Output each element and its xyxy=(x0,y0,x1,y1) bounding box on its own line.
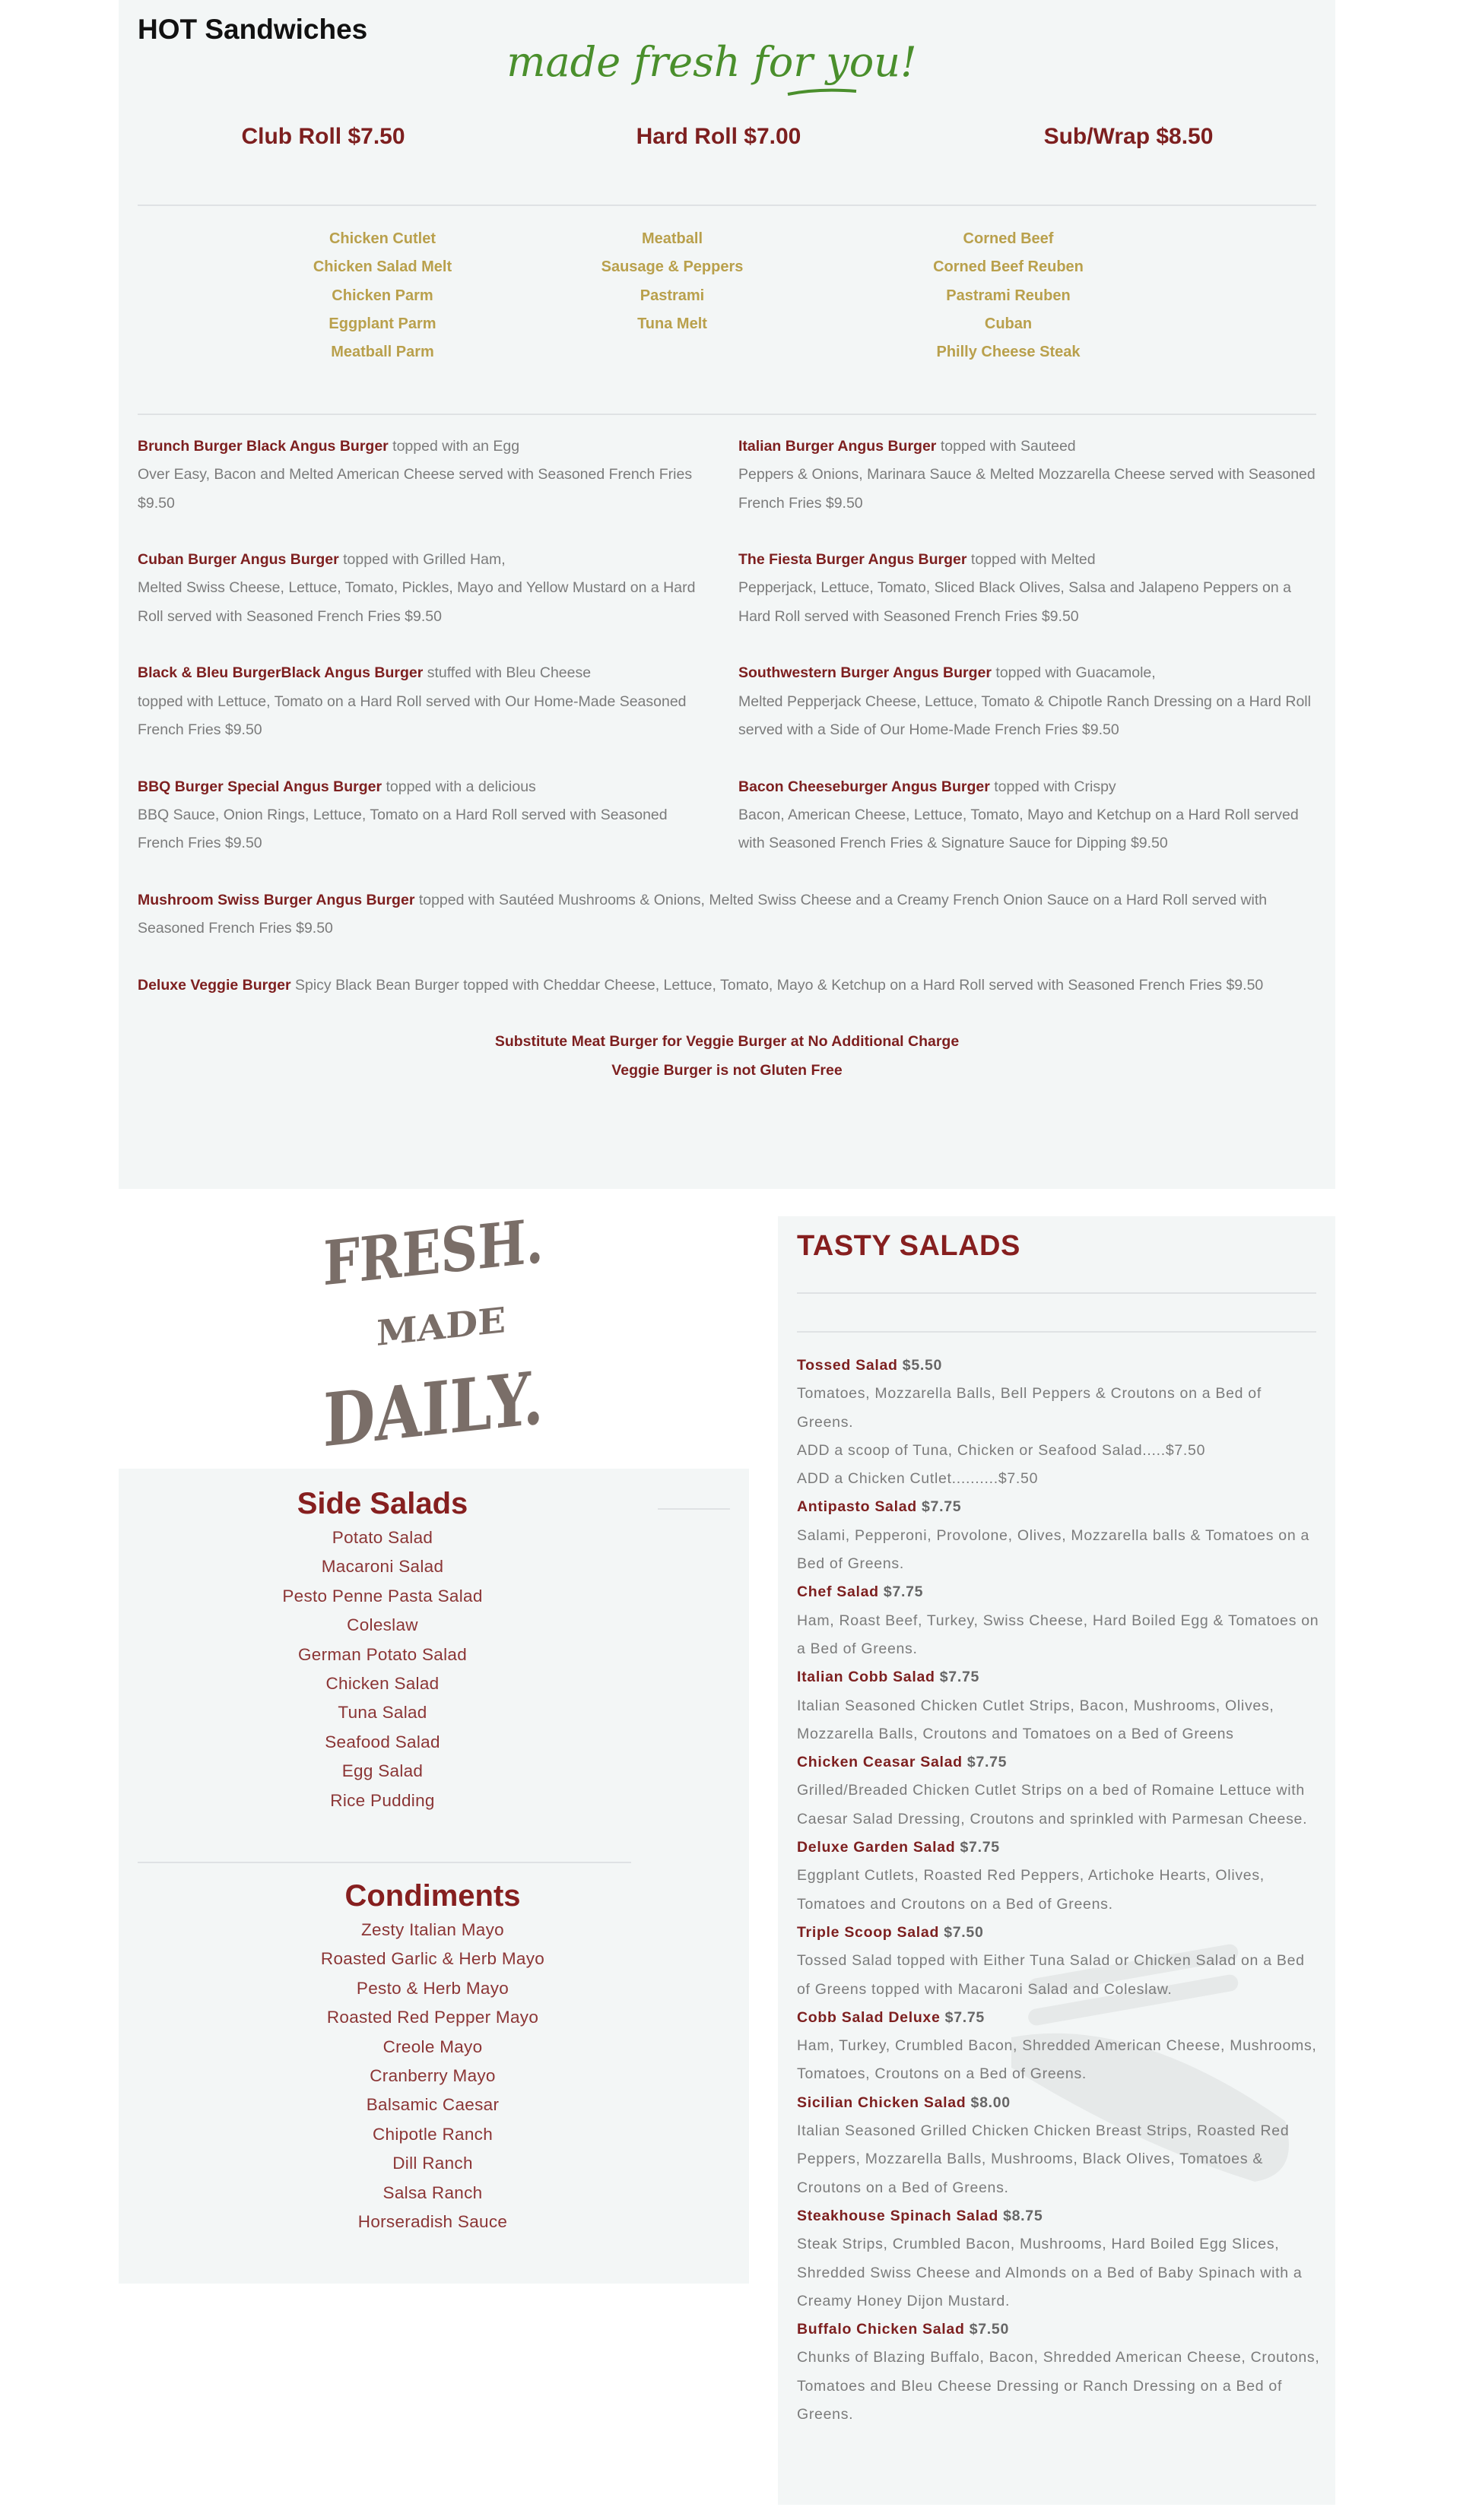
filling-item: Pastrami Reuben xyxy=(946,287,1071,304)
side-salad-item: Potato Salad xyxy=(332,1528,433,1547)
salad-description: Salami, Pepperoni, Provolone, Olives, Mozzarella balls & Tomatoes on a Bed of Greens. xyxy=(797,1526,1310,1573)
salad-item-header xyxy=(797,1578,1322,1606)
burger-lead: topped with Melted xyxy=(966,551,1096,569)
condiment-item: Horseradish Sauce xyxy=(357,2211,508,2231)
burger-description: Melted Pepperjack Cheese, Lettuce, Tomato & Chipotle Ranch Dressing on a Hard Roll served with a Side of Our Home-Made French Fries $9.50 xyxy=(738,693,1311,738)
salad-item-header xyxy=(797,1748,1322,1777)
salad-description: Italian Seasoned Chicken Cutlet Strips, Bacon, Mushrooms, Olives, Mozzarella Balls, Croutons and Tomatoes on a Bed of Greens xyxy=(797,1697,1274,1742)
substitute-note: Substitute Meat Burger for Veggie Burger at No Additional Charge xyxy=(494,1033,960,1051)
burger-description: Bacon, American Cheese, Lettuce, Tomato, Mayo and Ketchup on a Hard Roll served with Seasoned French Fries & Signature Sauce for Dipping $9.50 xyxy=(738,806,1299,852)
burger-lead: topped with Crispy xyxy=(989,778,1116,795)
burgers-wide xyxy=(138,886,1316,1000)
salad-item-header xyxy=(797,2316,1322,2344)
salad-item-header xyxy=(797,2089,1322,2117)
condiments-title: Condiments xyxy=(344,1879,521,1913)
burgers-left-column xyxy=(138,433,716,886)
burger-description: Melted Swiss Cheese, Lettuce, Tomato, Pickles, Mayo and Yellow Mustard on a Hard Roll served with Seasoned French Fries $9.50 xyxy=(138,579,696,625)
filling-item: Tuna Melt xyxy=(637,315,707,332)
burger-name: Deluxe Veggie Burger xyxy=(138,976,291,994)
condiment-item: Roasted Red Pepper Mayo xyxy=(326,2008,539,2027)
filling-item: Corned Beef xyxy=(963,230,1054,247)
burger-name: Italian Burger Angus Burger xyxy=(738,438,937,455)
salad-item-header xyxy=(797,1834,1322,1862)
salad-name: Italian Cobb Salad xyxy=(797,1669,935,1686)
salad-price: $7.75 xyxy=(960,1839,1000,1856)
burger-item xyxy=(138,886,1316,943)
burger-lead: topped with a delicious xyxy=(382,778,536,795)
salad-price: $8.75 xyxy=(1003,2207,1043,2224)
burger-description: topped with Lettuce, Tomato on a Hard Roll served with Our Home-Made Seasoned French Fries $9.50 xyxy=(138,693,687,738)
burger-item xyxy=(138,546,716,631)
burgers-section xyxy=(119,0,1335,1130)
burger-lead: topped with Grilled Ham, xyxy=(338,551,506,569)
section-title: HOT Sandwiches xyxy=(138,14,368,45)
salad-price: $8.00 xyxy=(970,2094,1011,2111)
burger-item xyxy=(138,972,1316,1000)
filling-item: Cuban xyxy=(984,315,1033,332)
tagline-text: made fresh for you! xyxy=(506,38,917,86)
burger-item xyxy=(138,659,716,744)
salad-price: $5.50 xyxy=(902,1357,943,1374)
burger-item xyxy=(138,773,716,858)
salad-description: Grilled/Breaded Chicken Cutlet Strips on a bed of Romaine Lettuce with Caesar Salad Dressing, Croutons and sprinkled with Parmesan Cheese. xyxy=(797,1782,1308,1827)
burger-name: BBQ Burger Special Angus Burger xyxy=(138,778,382,795)
burger-lead: topped with an Egg xyxy=(388,438,520,455)
tasty-salads-title: TASTY SALADS xyxy=(797,1230,1020,1262)
side-salads-panel xyxy=(119,1469,749,2284)
side-salad-item: Macaroni Salad xyxy=(321,1557,444,1577)
svg-text:FRESH.: FRESH. xyxy=(323,1200,586,1300)
burger-lead: topped with Guacamole, xyxy=(991,664,1156,682)
salad-price: $7.75 xyxy=(966,1754,1008,1771)
side-salad-item: German Potato Salad xyxy=(297,1644,468,1664)
salad-description: ADD a scoop of Tuna, Chicken or Seafood Salad.....$7.50 xyxy=(797,1441,1206,1459)
burger-name: Southwestern Burger Angus Burger xyxy=(738,664,992,682)
burger-notes xyxy=(138,1028,1316,1085)
condiment-item: Chipotle Ranch xyxy=(372,2124,494,2144)
side-salad-item: Egg Salad xyxy=(341,1761,424,1781)
roll-price-sub: Sub/Wrap $8.50 xyxy=(1043,124,1214,149)
salad-name: Cobb Salad Deluxe xyxy=(797,2008,941,2026)
fresh-made-daily-logo xyxy=(304,1200,592,1464)
burgers-right-column xyxy=(738,433,1316,886)
salad-item-header xyxy=(797,1919,1322,1947)
salad-name: Steakhouse Spinach Salad xyxy=(797,2207,998,2224)
condiment-item: Creole Mayo xyxy=(382,2037,483,2056)
burger-item xyxy=(138,433,716,518)
burger-name: The Fiesta Burger Angus Burger xyxy=(738,551,967,569)
burger-lead: topped with Sauteed xyxy=(936,438,1076,455)
salad-name: Antipasto Salad xyxy=(797,1498,917,1516)
side-salad-item: Tuna Salad xyxy=(338,1703,427,1723)
condiment-item: Dill Ranch xyxy=(392,2154,473,2173)
roll-price-club: Club Roll $7.50 xyxy=(241,124,405,149)
side-salad-item: Coleslaw xyxy=(347,1615,418,1635)
filling-item: Meatball xyxy=(641,230,703,247)
burger-name: Brunch Burger Black Angus Burger xyxy=(138,438,389,455)
salad-description: Eggplant Cutlets, Roasted Red Peppers, Artichoke Hearts, Olives, Tomatoes and Croutons on a Bed of Greens. xyxy=(797,1867,1265,1913)
burger-lead: Spicy Black Bean Burger topped with Cheddar Cheese, Lettuce, Tomato, Mayo & Ketchup on a Hard Roll served with Seasoned French Fries $9.50 xyxy=(290,976,1264,994)
salad-description: Italian Seasoned Grilled Chicken Chicken Breast Strips, Roasted Red Peppers, Mozzarella Balls, Mushrooms, Black Olives, Tomatoes & Croutons on a Bed of Greens. xyxy=(797,2122,1290,2196)
salad-name: Deluxe Garden Salad xyxy=(797,1839,956,1856)
salad-description: Ham, Turkey, Crumbled Bacon, Shredded American Cheese, Mushrooms, Tomatoes, Croutons on a Bed of Greens. xyxy=(797,2037,1317,2083)
side-salads-title: Side Salads xyxy=(297,1487,468,1520)
side-salad-item: Seafood Salad xyxy=(325,1732,440,1751)
filling-item: Meatball Parm xyxy=(331,344,434,361)
burger-item xyxy=(738,433,1316,518)
condiment-item: Balsamic Caesar xyxy=(366,2095,500,2115)
divider xyxy=(138,1862,631,1863)
salad-name: Tossed Salad xyxy=(797,1357,898,1374)
salad-item-header xyxy=(797,2202,1322,2230)
salad-description: Tomatoes, Mozzarella Balls, Bell Peppers & Croutons on a Bed of Greens. xyxy=(797,1385,1262,1431)
salad-description: Chunks of Blazing Buffalo, Bacon, Shredded American Cheese, Croutons, Tomatoes and Bleu Cheese Dressing or Ranch Dressing on a Bed of Greens. xyxy=(797,2349,1320,2423)
burger-item xyxy=(738,773,1316,858)
filling-item: Chicken Salad Melt xyxy=(313,258,452,276)
salad-item-header xyxy=(797,2004,1322,2032)
side-salad-item: Pesto Penne Pasta Salad xyxy=(282,1586,483,1606)
burger-description: Peppers & Onions, Marinara Sauce & Melted Mozzarella Cheese served with Seasoned French Fries $9.50 xyxy=(738,466,1316,512)
filling-item: Corned Beef Reuben xyxy=(933,258,1084,276)
hot-sandwiches-panel xyxy=(119,0,1335,1189)
salad-name: Sicilian Chicken Salad xyxy=(797,2094,966,2111)
filling-item: Pastrami xyxy=(640,287,705,304)
salad-price: $7.75 xyxy=(883,1583,924,1601)
divider xyxy=(797,1331,1316,1333)
filling-item: Chicken Cutlet xyxy=(328,230,436,247)
salad-description: Steak Strips, Crumbled Bacon, Mushrooms, Hard Boiled Egg Slices, Shredded Swiss Cheese and Almonds on a Bed of Baby Spinach with a Creamy Honey Dijon Mustard. xyxy=(797,2236,1303,2309)
salad-description: Ham, Roast Beef, Turkey, Swiss Cheese, Hard Boiled Egg & Tomatoes on a Bed of Greens. xyxy=(797,1612,1319,1657)
salad-item-header xyxy=(797,1663,1322,1691)
burger-name: Black & Bleu BurgerBlack Angus Burger xyxy=(138,664,424,682)
side-salad-item: Chicken Salad xyxy=(325,1673,440,1693)
condiment-item: Roasted Garlic & Herb Mayo xyxy=(320,1949,545,1969)
salad-name: Triple Scoop Salad xyxy=(797,1923,940,1941)
filling-item: Sausage & Peppers xyxy=(601,258,744,276)
condiment-item: Zesty Italian Mayo xyxy=(361,1920,504,1939)
burgers-columns xyxy=(138,433,1316,886)
salad-item-header xyxy=(797,1493,1322,1521)
roll-price-hard: Hard Roll $7.00 xyxy=(636,124,801,149)
salad-name: Chicken Ceasar Salad xyxy=(797,1754,963,1771)
divider xyxy=(658,1508,730,1510)
tasty-salads-list xyxy=(797,1352,1322,2429)
burger-name: Mushroom Swiss Burger Angus Burger xyxy=(138,891,415,908)
burger-lead: topped with Sautéed Mushrooms & Onions, Melted Swiss Cheese and a Creamy French Onion Sauce on a Hard Roll served with Seasoned French Fries $9.50 xyxy=(138,891,1268,937)
burger-name: Cuban Burger Angus Burger xyxy=(138,551,339,569)
burger-description: BBQ Sauce, Onion Rings, Lettuce, Tomato on a Hard Roll served with Seasoned French Fries $9.50 xyxy=(138,806,668,852)
filling-item: Eggplant Parm xyxy=(328,315,436,332)
salad-name: Chef Salad xyxy=(797,1583,879,1601)
burger-name: Bacon Cheeseburger Angus Burger xyxy=(738,778,990,795)
salad-description: ADD a Chicken Cutlet..........$7.50 xyxy=(797,1470,1039,1488)
burger-item xyxy=(738,546,1316,631)
tasty-salads-panel xyxy=(778,1216,1335,2505)
burger-lead: stuffed with Bleu Cheese xyxy=(423,664,592,682)
side-salad-item: Rice Pudding xyxy=(330,1790,435,1810)
salad-price: $7.50 xyxy=(969,2321,1010,2338)
svg-text:MADE: MADE xyxy=(376,1300,500,1354)
salad-price: $7.50 xyxy=(944,1923,984,1941)
burger-item xyxy=(738,659,1316,744)
gluten-note: Veggie Burger is not Gluten Free xyxy=(611,1061,843,1079)
filling-item: Philly Cheese Steak xyxy=(936,344,1081,361)
condiment-item: Pesto & Herb Mayo xyxy=(356,1978,509,1998)
salad-price: $7.75 xyxy=(921,1498,962,1516)
condiment-item: Cranberry Mayo xyxy=(370,2065,496,2085)
burger-description: Pepperjack, Lettuce, Tomato, Sliced Black Olives, Salsa and Jalapeno Peppers on a Hard Roll served with Seasoned French Fries $9.50 xyxy=(738,579,1291,625)
salad-description: Tossed Salad topped with Either Tuna Salad or Chicken Salad on a Bed of Greens topped with Macaroni Salad and Coleslaw. xyxy=(797,1952,1305,1998)
side-salads-list xyxy=(282,1523,482,1815)
salad-price: $7.75 xyxy=(939,1669,980,1686)
svg-text:DAILY.: DAILY. xyxy=(323,1349,592,1464)
salad-name: Buffalo Chicken Salad xyxy=(797,2321,965,2338)
salad-item-header xyxy=(797,1352,1322,1380)
filling-item: Chicken Parm xyxy=(332,287,433,304)
burger-description: Over Easy, Bacon and Melted American Cheese served with Seasoned French Fries $9.50 xyxy=(138,466,693,512)
salad-price: $7.75 xyxy=(944,2008,985,2026)
divider xyxy=(797,1292,1316,1294)
condiments-list xyxy=(321,1916,544,2236)
condiment-item: Salsa Ranch xyxy=(382,2182,483,2202)
